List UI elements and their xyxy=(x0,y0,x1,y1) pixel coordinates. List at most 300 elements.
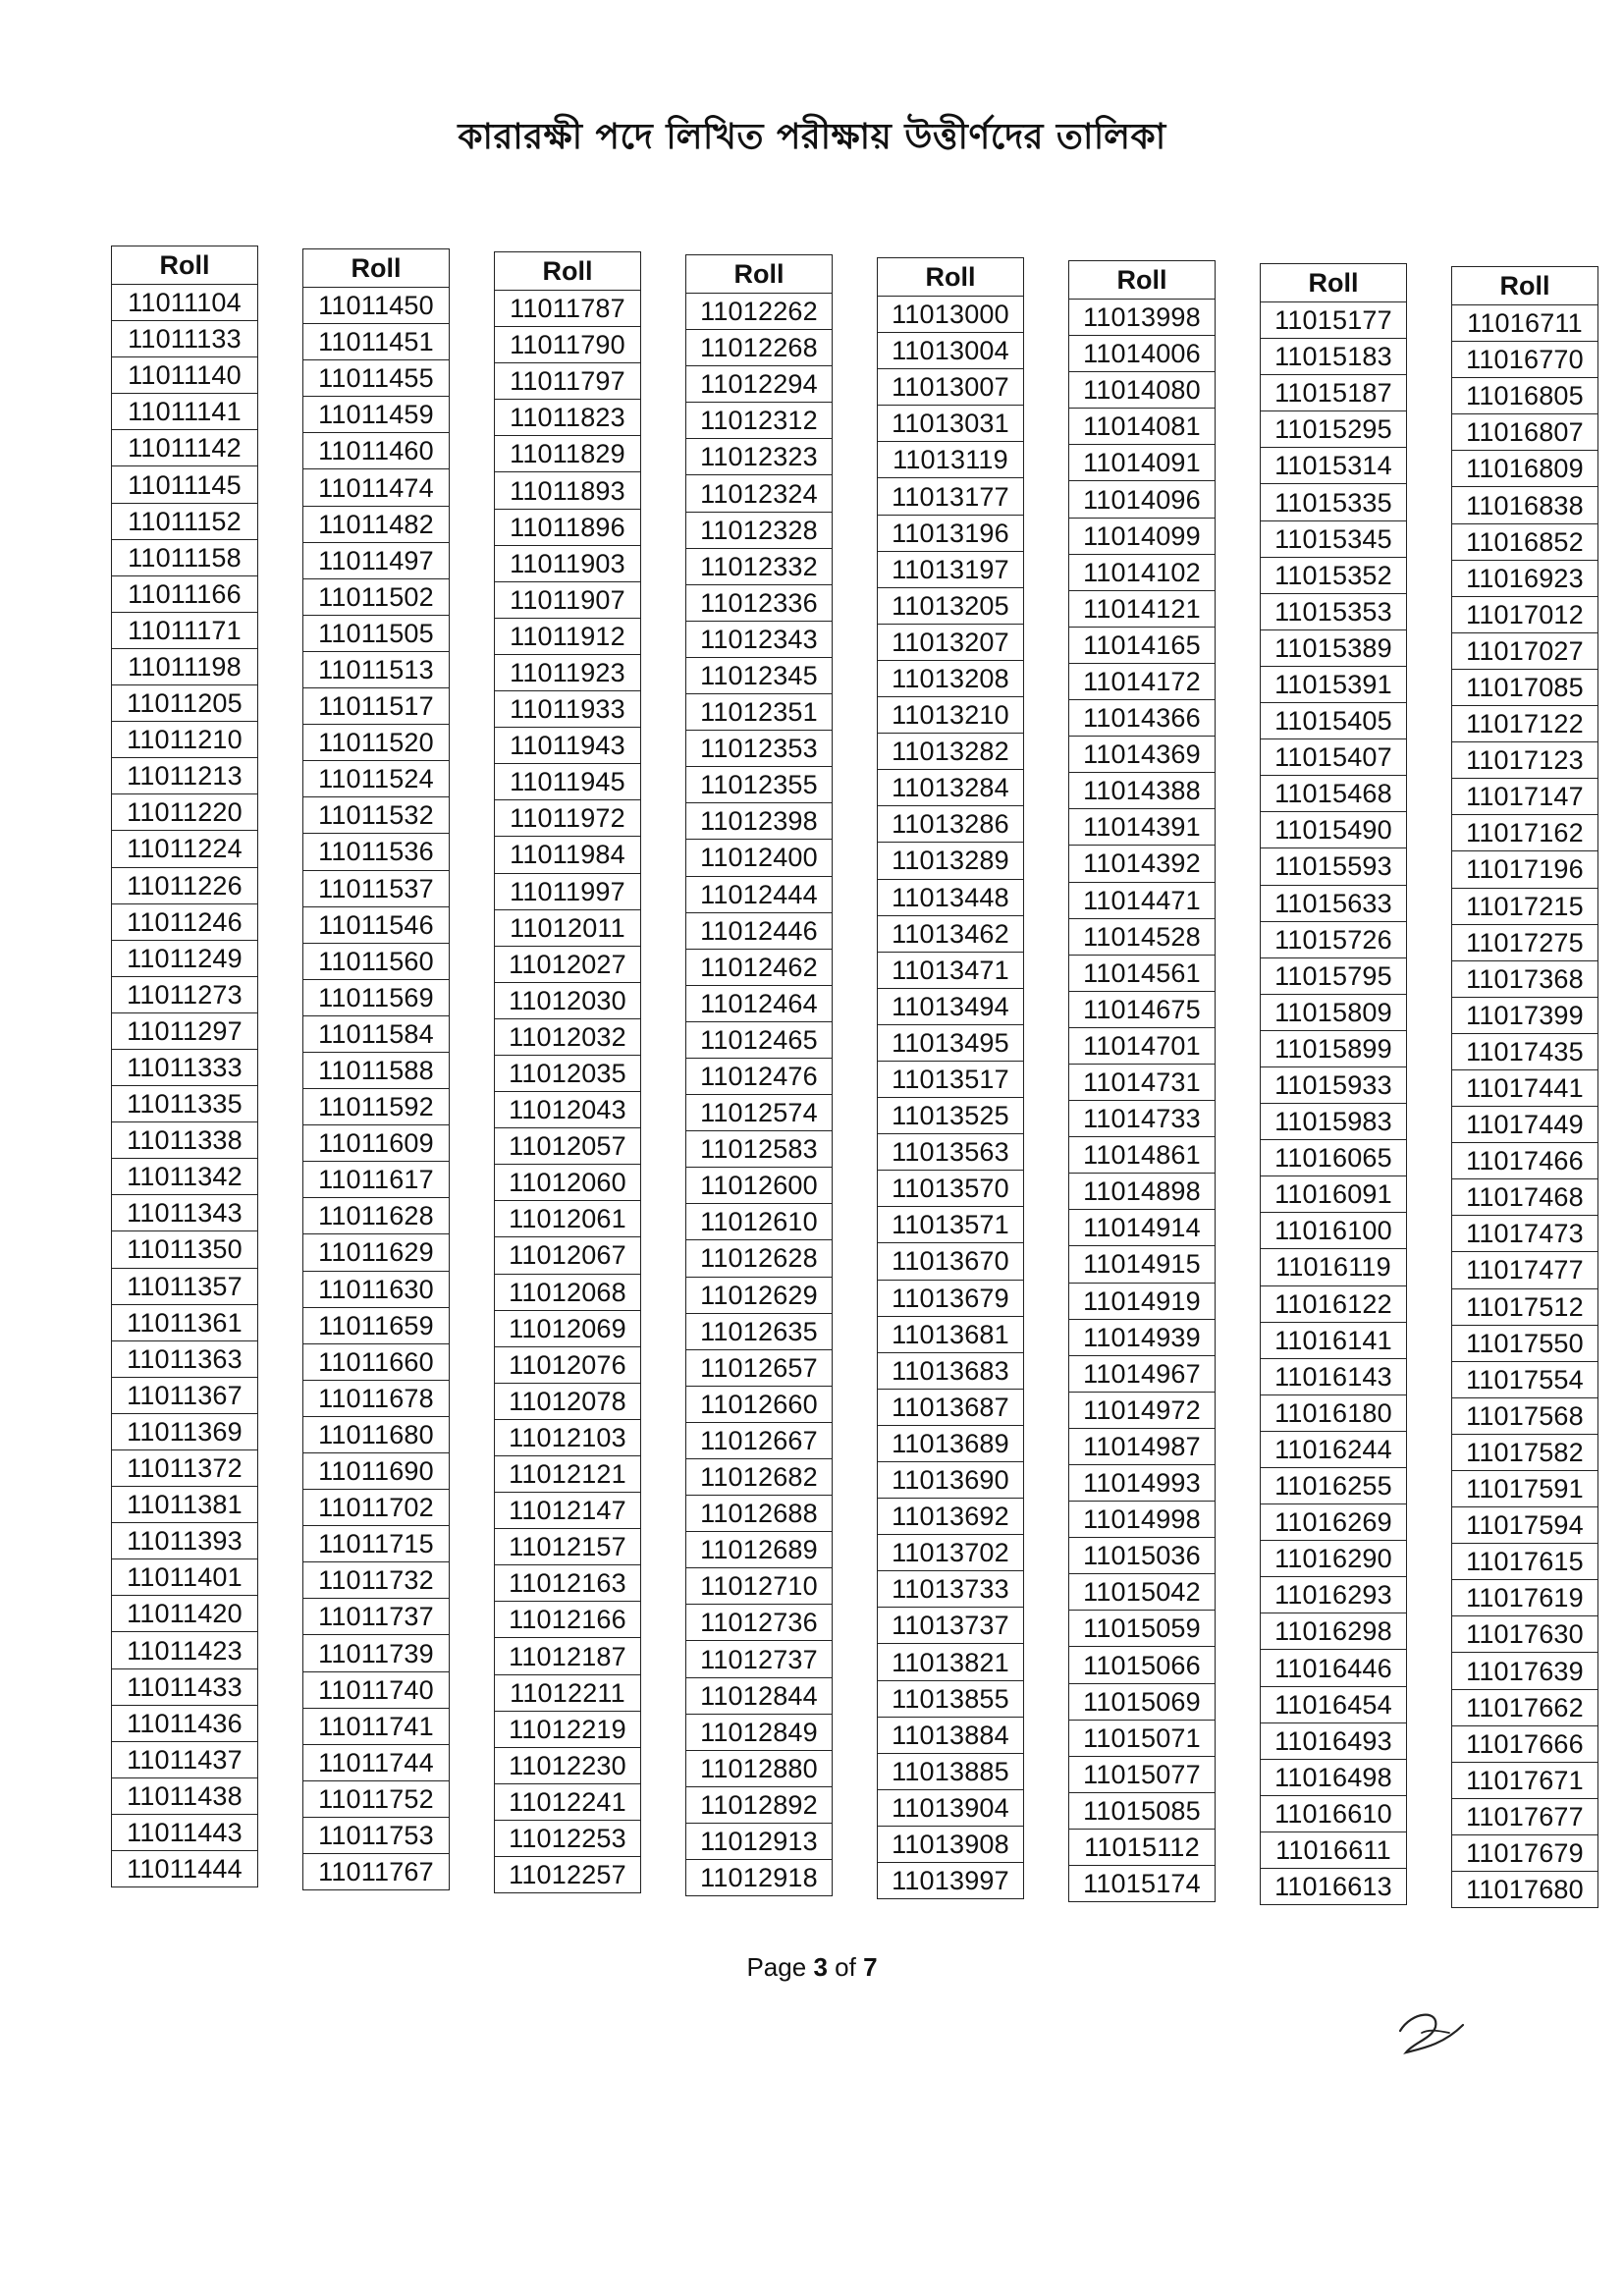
table-row xyxy=(112,648,258,684)
table-row xyxy=(112,1340,258,1377)
table-row xyxy=(495,728,641,764)
roll-cell: 11015490 xyxy=(1261,812,1407,848)
table-row xyxy=(878,1826,1024,1862)
roll-cell: 11011363 xyxy=(112,1340,258,1377)
roll-cell: 11012400 xyxy=(686,840,833,876)
table-row xyxy=(1452,1544,1598,1580)
table-row xyxy=(878,297,1024,333)
roll-cell: 11011350 xyxy=(112,1231,258,1268)
table-row xyxy=(878,1717,1024,1753)
table-row xyxy=(495,909,641,946)
page-label: Page xyxy=(746,1952,807,1982)
roll-cell: 11012444 xyxy=(686,876,833,912)
roll-cell: 11012262 xyxy=(686,294,833,330)
roll-cell: 11012737 xyxy=(686,1641,833,1677)
roll-cell: 11017473 xyxy=(1452,1216,1598,1252)
roll-cell: 11011361 xyxy=(112,1304,258,1340)
roll-cell: 11016809 xyxy=(1452,451,1598,487)
table-row xyxy=(495,436,641,472)
roll-cell: 11012035 xyxy=(495,1055,641,1091)
roll-cell: 11017399 xyxy=(1452,997,1598,1033)
roll-cell: 11011659 xyxy=(303,1307,450,1343)
roll-cell: 11011158 xyxy=(112,539,258,575)
roll-cell: 11013692 xyxy=(878,1499,1024,1535)
table-row xyxy=(1069,518,1216,554)
roll-cell: 11014733 xyxy=(1069,1101,1216,1137)
table-row xyxy=(112,794,258,831)
roll-cell: 11016446 xyxy=(1261,1650,1407,1686)
table-row xyxy=(112,1413,258,1449)
table-row xyxy=(303,1198,450,1234)
roll-cell: 11016807 xyxy=(1452,414,1598,451)
roll-cell: 11017550 xyxy=(1452,1325,1598,1361)
roll-cell: 11016498 xyxy=(1261,1759,1407,1795)
table-row xyxy=(686,1313,833,1349)
roll-cell: 11015407 xyxy=(1261,739,1407,776)
roll-cell: 11012211 xyxy=(495,1674,641,1711)
table-row xyxy=(495,1128,641,1165)
table-row xyxy=(878,660,1024,696)
roll-cell: 11013997 xyxy=(878,1863,1024,1899)
roll-cell: 11016711 xyxy=(1452,305,1598,342)
roll-cell: 11011343 xyxy=(112,1195,258,1231)
table-row xyxy=(495,1711,641,1747)
table-row xyxy=(878,988,1024,1024)
table-row xyxy=(1452,1580,1598,1616)
roll-cell: 11013471 xyxy=(878,952,1024,988)
roll-cell: 11011210 xyxy=(112,722,258,758)
roll-cell: 11017147 xyxy=(1452,779,1598,815)
table-row xyxy=(686,1204,833,1240)
roll-cell: 11012667 xyxy=(686,1422,833,1458)
roll-cell: 11011537 xyxy=(303,870,450,906)
table-row xyxy=(1069,737,1216,773)
roll-cell: 11012147 xyxy=(495,1493,641,1529)
roll-table xyxy=(1451,266,1598,1908)
roll-cell: 11013289 xyxy=(878,843,1024,879)
roll-cell: 11013286 xyxy=(878,806,1024,843)
table-row xyxy=(1452,742,1598,779)
table-row xyxy=(112,1195,258,1231)
roll-cell: 11012332 xyxy=(686,548,833,584)
table-row xyxy=(495,1493,641,1529)
table-row xyxy=(112,1668,258,1705)
roll-cell: 11016454 xyxy=(1261,1686,1407,1722)
roll-cell: 11016119 xyxy=(1261,1249,1407,1285)
table-row xyxy=(1069,663,1216,699)
table-row xyxy=(1261,1322,1407,1358)
table-row xyxy=(686,949,833,985)
roll-cell: 11011893 xyxy=(495,472,641,509)
roll-cell: 11011226 xyxy=(112,867,258,903)
roll-cell: 11012253 xyxy=(495,1820,641,1856)
table-row xyxy=(495,545,641,581)
table-row xyxy=(112,466,258,503)
roll-cell: 11012464 xyxy=(686,985,833,1021)
roll-cell: 11012583 xyxy=(686,1131,833,1168)
table-row xyxy=(303,688,450,725)
table-row xyxy=(495,800,641,837)
table-row xyxy=(686,1568,833,1605)
roll-cell: 11011455 xyxy=(303,360,450,397)
roll-cell: 11011338 xyxy=(112,1122,258,1159)
table-row xyxy=(1261,339,1407,375)
roll-cell: 11014006 xyxy=(1069,336,1216,372)
table-row xyxy=(1069,1392,1216,1428)
table-row xyxy=(1261,1869,1407,1905)
roll-cell: 11014939 xyxy=(1069,1319,1216,1355)
roll-cell: 11011588 xyxy=(303,1052,450,1088)
table-row xyxy=(495,363,641,400)
roll-column-header: Roll xyxy=(1069,261,1216,300)
roll-cell: 11011513 xyxy=(303,651,450,687)
roll-cell: 11013007 xyxy=(878,369,1024,406)
table-row xyxy=(495,654,641,690)
table-row xyxy=(1261,1613,1407,1650)
table-row xyxy=(303,1307,450,1343)
table-row xyxy=(1069,1574,1216,1611)
roll-cell: 11014993 xyxy=(1069,1465,1216,1502)
table-row xyxy=(878,770,1024,806)
table-row xyxy=(1261,1759,1407,1795)
table-row xyxy=(303,1744,450,1780)
roll-cell: 11013737 xyxy=(878,1608,1024,1644)
table-row xyxy=(1261,484,1407,520)
table-row xyxy=(878,1243,1024,1280)
table-row xyxy=(1261,1431,1407,1467)
table-row xyxy=(686,1240,833,1277)
table-row xyxy=(1261,1504,1407,1541)
roll-cell: 11012163 xyxy=(495,1565,641,1602)
table-row xyxy=(1069,1319,1216,1355)
table-row xyxy=(1069,300,1216,336)
roll-cell: 11011450 xyxy=(303,288,450,324)
roll-cell: 11011715 xyxy=(303,1526,450,1562)
roll-cell: 11011787 xyxy=(495,291,641,327)
table-row xyxy=(112,1268,258,1304)
roll-cell: 11017162 xyxy=(1452,815,1598,851)
table-row xyxy=(686,1532,833,1568)
table-row xyxy=(686,330,833,366)
table-row xyxy=(1452,1143,1598,1179)
table-row xyxy=(1452,924,1598,960)
table-row xyxy=(686,1496,833,1532)
roll-cell: 11011420 xyxy=(112,1596,258,1632)
table-row xyxy=(112,903,258,940)
roll-cell: 11014972 xyxy=(1069,1392,1216,1428)
roll-cell: 11015983 xyxy=(1261,1104,1407,1140)
table-row xyxy=(1261,1249,1407,1285)
roll-cell: 11017568 xyxy=(1452,1397,1598,1434)
roll-cell: 11015899 xyxy=(1261,1030,1407,1066)
table-row xyxy=(1069,1538,1216,1574)
roll-cell: 11012294 xyxy=(686,366,833,403)
roll-cell: 11011629 xyxy=(303,1234,450,1271)
table-row xyxy=(686,1277,833,1313)
roll-cell: 11011505 xyxy=(303,615,450,651)
table-row xyxy=(112,940,258,976)
table-row xyxy=(1452,451,1598,487)
table-row xyxy=(878,624,1024,660)
table-row xyxy=(686,840,833,876)
table-row xyxy=(1069,1720,1216,1756)
table-row xyxy=(303,578,450,615)
table-row xyxy=(303,1854,450,1890)
roll-cell: 11014561 xyxy=(1069,955,1216,991)
table-row xyxy=(1069,700,1216,737)
roll-cell: 11014919 xyxy=(1069,1283,1216,1319)
table-row xyxy=(686,694,833,731)
roll-cell: 11014096 xyxy=(1069,481,1216,518)
table-row xyxy=(1069,882,1216,918)
roll-cell: 11013177 xyxy=(878,478,1024,515)
table-row xyxy=(1261,1795,1407,1831)
roll-cell: 11011249 xyxy=(112,940,258,976)
roll-cell: 11016838 xyxy=(1452,487,1598,523)
table-row xyxy=(495,1529,641,1565)
roll-cell: 11011797 xyxy=(495,363,641,400)
table-row xyxy=(1452,1288,1598,1325)
table-row xyxy=(1261,375,1407,411)
roll-cell: 11016091 xyxy=(1261,1176,1407,1213)
roll-cell: 11015468 xyxy=(1261,776,1407,812)
roll-cell: 11015066 xyxy=(1069,1647,1216,1683)
table-row xyxy=(1452,669,1598,705)
table-row xyxy=(495,472,641,509)
table-row xyxy=(878,1207,1024,1243)
roll-cell: 11017666 xyxy=(1452,1725,1598,1762)
table-row xyxy=(878,1024,1024,1061)
roll-cell: 11016852 xyxy=(1452,523,1598,560)
roll-cell: 11013885 xyxy=(878,1753,1024,1789)
table-row xyxy=(1261,1176,1407,1213)
table-row xyxy=(112,1086,258,1122)
table-row xyxy=(878,1499,1024,1535)
table-row xyxy=(1452,1361,1598,1397)
table-row xyxy=(303,1780,450,1817)
roll-cell: 11016611 xyxy=(1261,1831,1407,1868)
table-row xyxy=(1069,846,1216,882)
roll-cell: 11014080 xyxy=(1069,372,1216,409)
roll-cell: 11011141 xyxy=(112,394,258,430)
roll-cell: 11013205 xyxy=(878,587,1024,624)
roll-cell: 11011569 xyxy=(303,979,450,1015)
roll-cell: 11011436 xyxy=(112,1705,258,1741)
table-row xyxy=(112,831,258,867)
roll-cell: 11012398 xyxy=(686,803,833,840)
roll-cell: 11011474 xyxy=(303,469,450,506)
table-row xyxy=(1452,1834,1598,1871)
table-row xyxy=(878,1644,1024,1680)
table-row xyxy=(1069,1137,1216,1174)
roll-cell: 11015809 xyxy=(1261,994,1407,1030)
table-row xyxy=(686,1422,833,1458)
table-row xyxy=(686,985,833,1021)
roll-cell: 11017639 xyxy=(1452,1653,1598,1689)
table-row xyxy=(112,1741,258,1777)
roll-cell: 11015353 xyxy=(1261,593,1407,629)
table-row xyxy=(112,976,258,1012)
table-row xyxy=(112,321,258,357)
table-row xyxy=(1261,812,1407,848)
roll-cell: 11016805 xyxy=(1452,378,1598,414)
table-row xyxy=(495,618,641,654)
table-row xyxy=(303,906,450,943)
roll-cell: 11011145 xyxy=(112,466,258,503)
roll-cell: 11014967 xyxy=(1069,1355,1216,1392)
table-row xyxy=(1069,1465,1216,1502)
roll-cell: 11011732 xyxy=(303,1562,450,1599)
table-row xyxy=(495,837,641,873)
roll-cell: 11011433 xyxy=(112,1668,258,1705)
table-row xyxy=(1261,1650,1407,1686)
roll-cell: 11012913 xyxy=(686,1823,833,1859)
roll-cell: 11017671 xyxy=(1452,1762,1598,1798)
table-row xyxy=(686,403,833,439)
roll-cell: 11012157 xyxy=(495,1529,641,1565)
roll-cell: 11017275 xyxy=(1452,924,1598,960)
table-row xyxy=(1069,991,1216,1027)
roll-cell: 11013855 xyxy=(878,1680,1024,1717)
roll-cell: 11011357 xyxy=(112,1268,258,1304)
roll-cell: 11015933 xyxy=(1261,1066,1407,1103)
table-row xyxy=(112,1559,258,1596)
roll-cell: 11017619 xyxy=(1452,1580,1598,1616)
roll-cell: 11016255 xyxy=(1261,1468,1407,1504)
roll-cell: 11016244 xyxy=(1261,1431,1407,1467)
roll-cell: 11016122 xyxy=(1261,1285,1407,1322)
table-row xyxy=(303,1562,450,1599)
roll-cell: 11014392 xyxy=(1069,846,1216,882)
roll-cell: 11013670 xyxy=(878,1243,1024,1280)
page-number xyxy=(0,1952,1624,1983)
table-row xyxy=(303,761,450,797)
roll-cell: 11011381 xyxy=(112,1487,258,1523)
table-row xyxy=(1069,1283,1216,1319)
table-row xyxy=(878,1134,1024,1171)
roll-cell: 11015187 xyxy=(1261,375,1407,411)
table-row xyxy=(1261,520,1407,557)
roll-cell: 11014165 xyxy=(1069,627,1216,663)
table-row xyxy=(1261,1394,1407,1431)
table-row xyxy=(1452,1471,1598,1507)
roll-cell: 11017466 xyxy=(1452,1143,1598,1179)
roll-cell: 11011702 xyxy=(303,1490,450,1526)
roll-cell: 11012462 xyxy=(686,949,833,985)
table-row xyxy=(1069,627,1216,663)
roll-cell: 11011767 xyxy=(303,1854,450,1890)
table-row xyxy=(686,366,833,403)
table-row xyxy=(1261,1468,1407,1504)
table-row xyxy=(686,548,833,584)
table-row xyxy=(1261,448,1407,484)
table-row xyxy=(1261,1030,1407,1066)
table-row xyxy=(878,1352,1024,1389)
table-row xyxy=(303,615,450,651)
table-row xyxy=(112,1596,258,1632)
roll-cell: 11012849 xyxy=(686,1714,833,1750)
roll-cell: 11013702 xyxy=(878,1535,1024,1571)
roll-cell: 11011437 xyxy=(112,1741,258,1777)
roll-cell: 11012230 xyxy=(495,1747,641,1783)
table-row xyxy=(495,1274,641,1310)
table-row xyxy=(878,1535,1024,1571)
roll-cell: 11012328 xyxy=(686,512,833,548)
roll-cell: 11016141 xyxy=(1261,1322,1407,1358)
roll-cell: 11011444 xyxy=(112,1851,258,1887)
roll-cell: 11011460 xyxy=(303,433,450,469)
table-row xyxy=(495,1602,641,1638)
table-row xyxy=(303,1089,450,1125)
table-row xyxy=(495,1674,641,1711)
table-row xyxy=(878,1753,1024,1789)
table-row xyxy=(112,1377,258,1413)
roll-cell: 11016290 xyxy=(1261,1541,1407,1577)
signature-mark xyxy=(1392,2003,1471,2062)
table-row xyxy=(112,1049,258,1085)
table-row xyxy=(1261,957,1407,994)
roll-cell: 11011524 xyxy=(303,761,450,797)
table-row xyxy=(303,834,450,870)
table-row xyxy=(878,952,1024,988)
roll-cell: 11011584 xyxy=(303,1015,450,1052)
table-row xyxy=(1069,1246,1216,1283)
roll-cell: 11012353 xyxy=(686,731,833,767)
table-row xyxy=(1069,809,1216,846)
table-row xyxy=(1452,1725,1598,1762)
table-row xyxy=(303,1671,450,1708)
roll-column-header: Roll xyxy=(1452,267,1598,305)
table-row xyxy=(1069,918,1216,955)
roll-table xyxy=(1068,260,1216,1902)
table-row xyxy=(495,291,641,327)
roll-cell: 11012061 xyxy=(495,1201,641,1237)
table-row xyxy=(878,515,1024,551)
roll-cell: 11017477 xyxy=(1452,1252,1598,1288)
roll-cell: 11012351 xyxy=(686,694,833,731)
table-row xyxy=(878,1863,1024,1899)
roll-cell: 11014915 xyxy=(1069,1246,1216,1283)
table-row xyxy=(1069,590,1216,627)
roll-cell: 11012688 xyxy=(686,1496,833,1532)
roll-cell: 11011680 xyxy=(303,1416,450,1452)
roll-cell: 11014366 xyxy=(1069,700,1216,737)
table-row xyxy=(112,1487,258,1523)
table-row xyxy=(1261,1213,1407,1249)
table-row xyxy=(112,1012,258,1049)
roll-cell: 11015174 xyxy=(1069,1866,1216,1902)
table-row xyxy=(303,433,450,469)
table-row xyxy=(303,1015,450,1052)
roll-cell: 11014731 xyxy=(1069,1064,1216,1100)
roll-cell: 11015795 xyxy=(1261,957,1407,994)
roll-cell: 11015183 xyxy=(1261,339,1407,375)
table-row xyxy=(1452,1397,1598,1434)
table-row xyxy=(1452,779,1598,815)
roll-cell: 11011369 xyxy=(112,1413,258,1449)
table-row xyxy=(495,691,641,728)
table-row xyxy=(495,1783,641,1820)
table-row xyxy=(112,1777,258,1814)
table-row xyxy=(1452,1689,1598,1725)
roll-cell: 11013689 xyxy=(878,1425,1024,1461)
roll-cell: 11014898 xyxy=(1069,1174,1216,1210)
roll-cell: 11012078 xyxy=(495,1383,641,1419)
roll-cell: 11011752 xyxy=(303,1780,450,1817)
roll-cell: 11012736 xyxy=(686,1605,833,1641)
table-row xyxy=(112,1814,258,1850)
roll-cell: 11012219 xyxy=(495,1711,641,1747)
